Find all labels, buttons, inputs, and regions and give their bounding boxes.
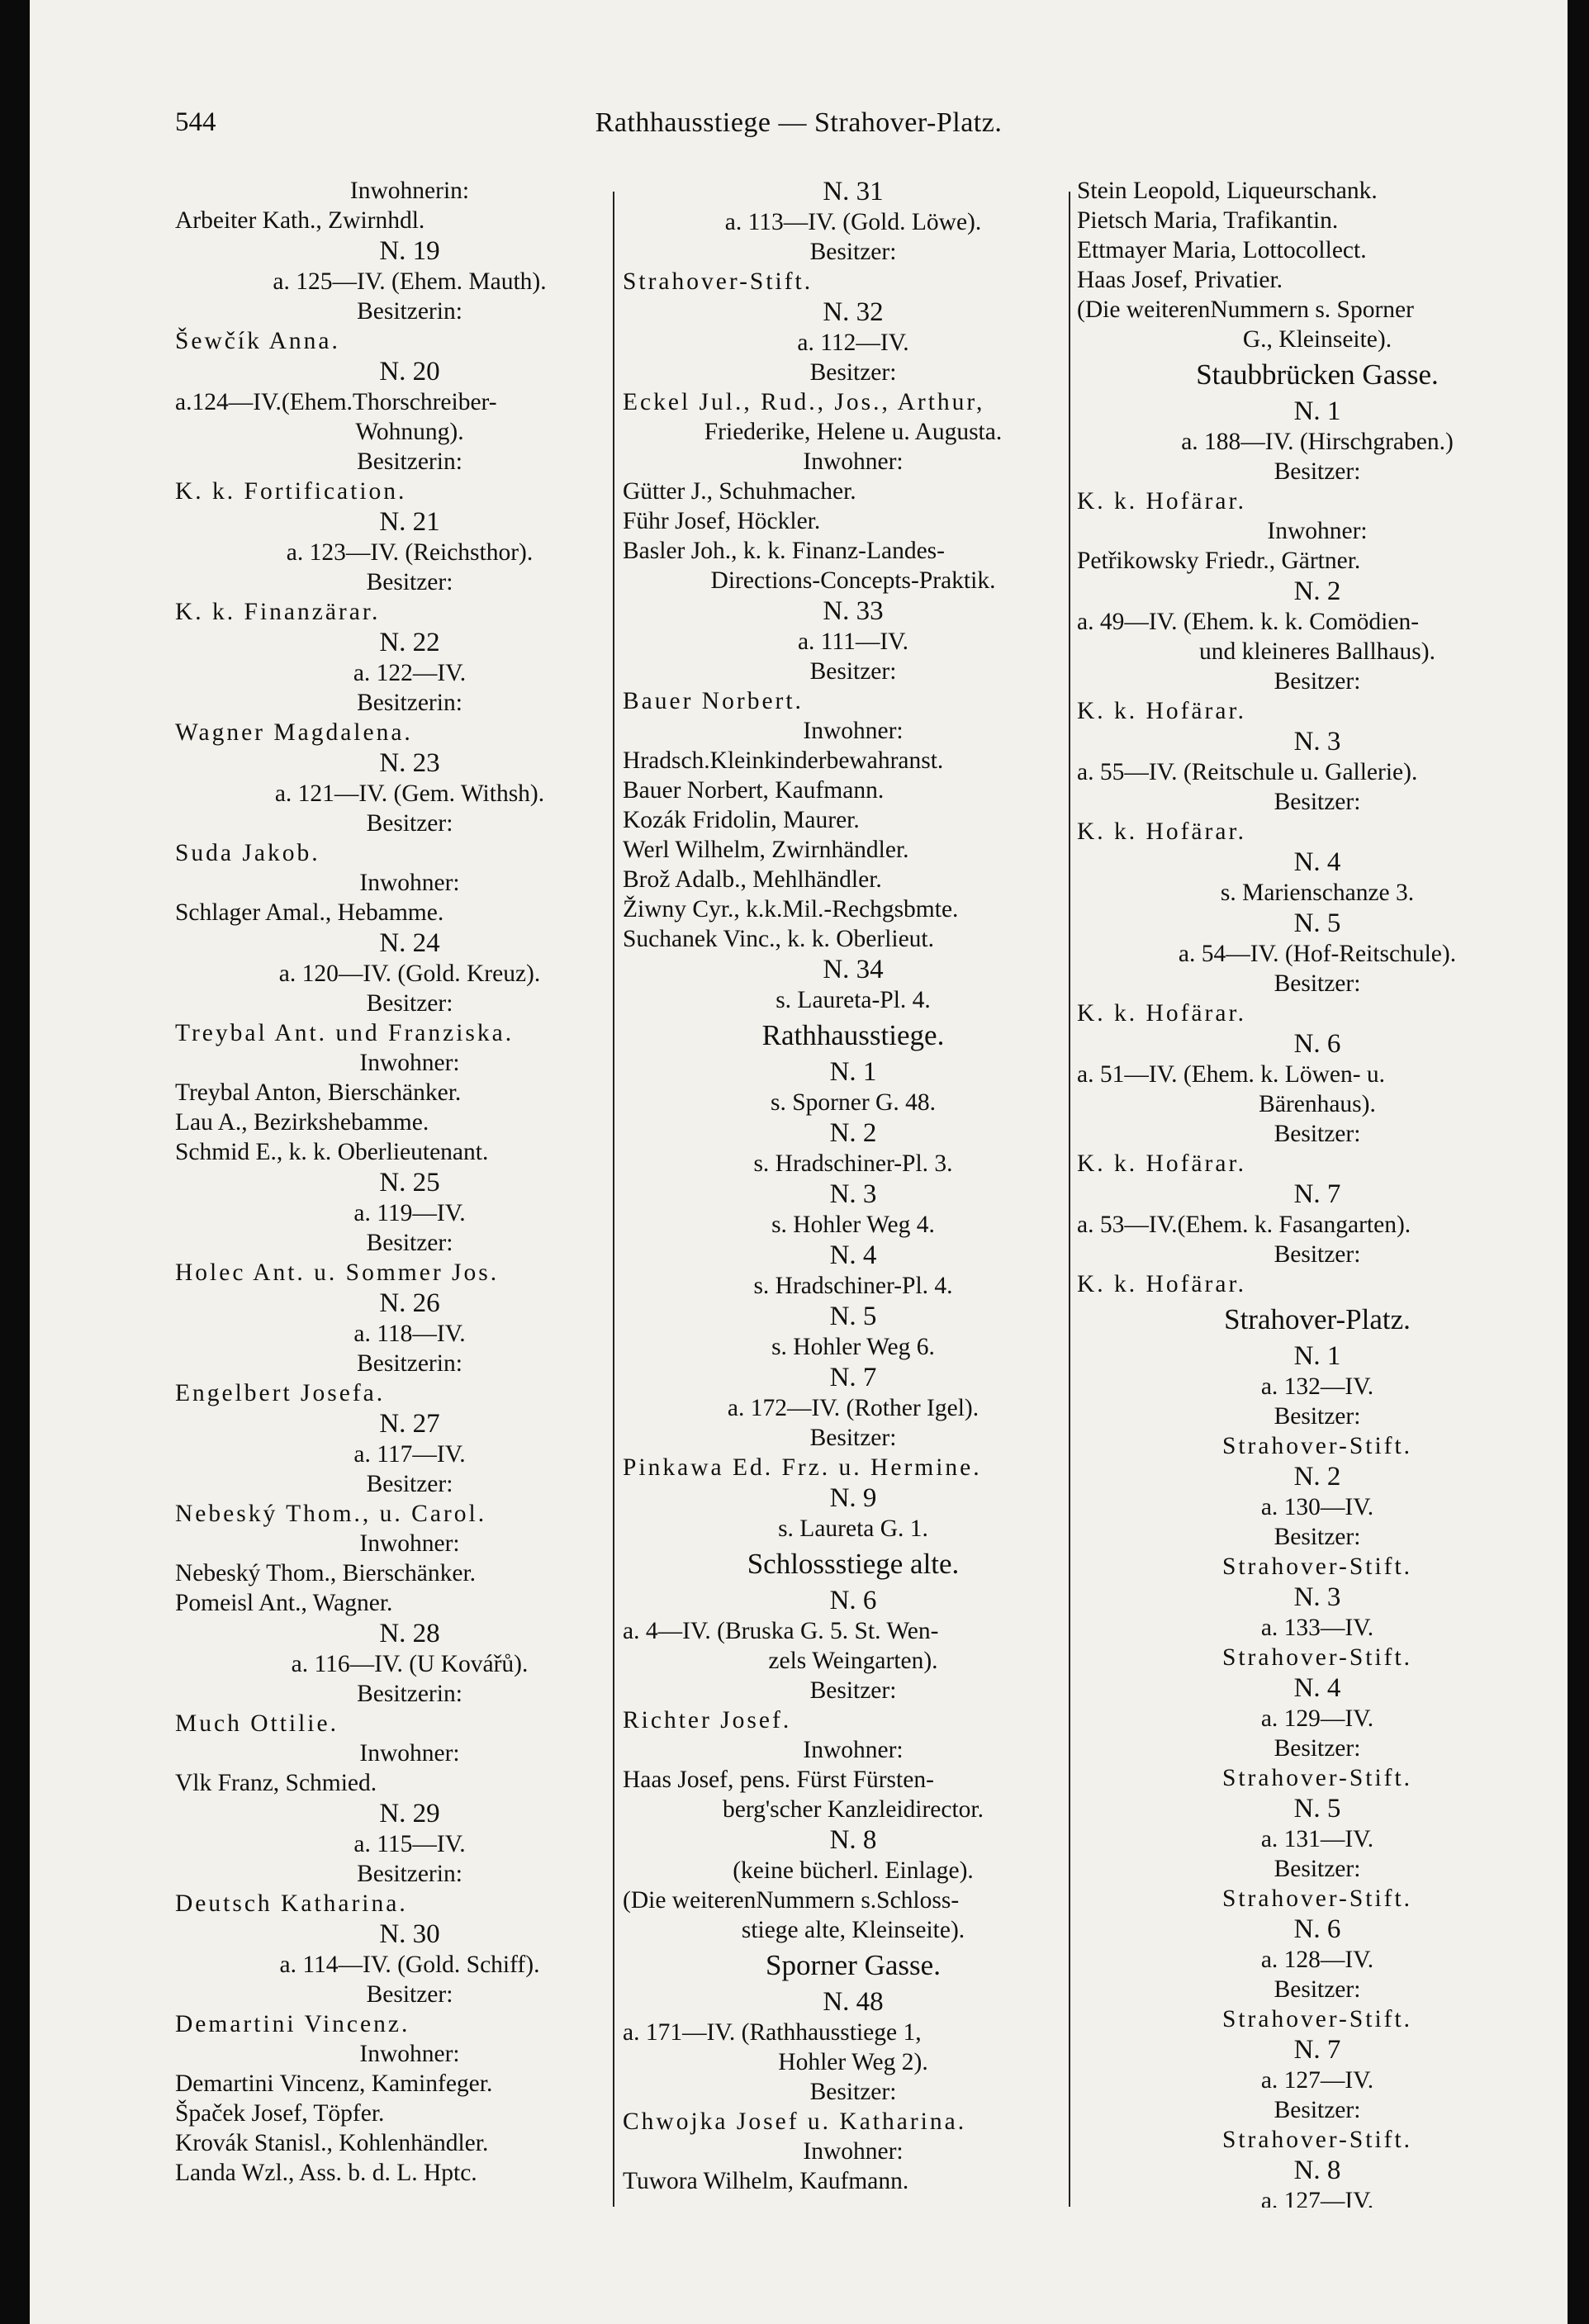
entry-line: Inwohner:	[1267, 518, 1368, 544]
house-number: N. 3	[1293, 727, 1341, 756]
page-number: 544	[175, 107, 216, 137]
house-number: N. 27	[379, 1409, 440, 1439]
house-number: N. 7	[829, 1363, 877, 1392]
entry-line: K. k. Hofärar.	[1077, 698, 1247, 724]
entry-line: Inwohner:	[803, 1737, 904, 1763]
entry-line: Besitzer:	[366, 569, 453, 595]
street-heading: Schlossstiege alte.	[747, 1548, 960, 1580]
house-number: N. 22	[379, 628, 440, 657]
entry-line: a. 114—IV. (Gold. Schiff).	[279, 1952, 540, 1978]
entry-line: a. 119—IV.	[353, 1200, 466, 1226]
entry-line: (Die weiterenNummern s. Sporner	[1077, 296, 1414, 323]
house-number: N. 21	[379, 507, 440, 537]
entry-line: Strahover-Stift.	[1221, 2006, 1413, 2032]
entry-line: a. 122—IV.	[353, 660, 467, 686]
entry-line: a. 53—IV.(Ehem. k. Fasangarten).	[1077, 1212, 1411, 1238]
entry-line: Nebeský Thom., Bierschänker.	[175, 1560, 477, 1586]
house-number: N. 3	[1293, 1582, 1341, 1612]
house-number: N. 7	[1293, 2035, 1341, 2065]
house-number: N. 4	[829, 1240, 877, 1270]
entry-line: Hohler Weg 2).	[778, 2049, 928, 2075]
entry-line: a. 54—IV. (Hof-Reitschule).	[1178, 941, 1457, 967]
entry-line: Werl Wilhelm, Zwirnhändler.	[623, 837, 909, 863]
entry-line: s. Sporner G. 48.	[771, 1089, 936, 1116]
entry-line: K. k. Hofärar.	[1077, 1271, 1247, 1297]
entry-line: a. 121—IV. (Gem. Withsh).	[274, 780, 545, 807]
house-number: N. 25	[379, 1168, 440, 1198]
entry-line: a. 49—IV. (Ehem. k. k. Comödien-	[1077, 609, 1420, 635]
entry-line: Gütter J., Schuhmacher.	[623, 478, 856, 505]
house-number: N. 8	[829, 1825, 877, 1855]
entry-line: K. k. Hofärar.	[1077, 1150, 1247, 1177]
entry-line: (Die weiterenNummern s.Schloss-	[623, 1887, 960, 1914]
entry-line: a. 127—IV.	[1260, 2188, 1374, 2208]
entry-line: a.124—IV.(Ehem.Thorschreiber-	[175, 389, 497, 415]
house-number: N. 30	[379, 1919, 440, 1949]
entry-line: berg'scher Kanzleidirector.	[722, 1796, 984, 1823]
column-right	[1077, 176, 1558, 2208]
page-header	[30, 107, 1568, 149]
entry-line: Inwohner:	[803, 448, 904, 475]
entry-line: Besitzer:	[1274, 789, 1361, 815]
entry-line: Besitzerin:	[357, 448, 462, 475]
entry-line: Vlk Franz, Schmied.	[175, 1770, 377, 1796]
entry-line: a. 188—IV. (Hirschgraben.)	[1181, 429, 1454, 455]
entry-line: Inwohner:	[803, 718, 904, 744]
house-number: N. 19	[379, 236, 440, 266]
entry-line: zels Weingarten).	[768, 1648, 938, 1674]
entry-line: Arbeiter Kath., Zwirnhdl.	[175, 207, 425, 234]
entry-line: a. 113—IV. (Gold. Löwe).	[724, 209, 982, 235]
entry-line: stiege alte, Kleinseite).	[741, 1917, 965, 1943]
entry-line: s. Hohler Weg 6.	[771, 1334, 935, 1360]
entry-line: Šewčík Anna.	[175, 328, 340, 354]
house-number: N. 5	[1293, 1794, 1341, 1824]
house-number: N. 2	[829, 1118, 877, 1148]
house-number: N. 3	[829, 1179, 877, 1209]
entry-line: a. 51—IV. (Ehem. k. Löwen- u.	[1077, 1061, 1386, 1088]
entry-line: Krovák Stanisl., Kohlenhändler.	[175, 2130, 489, 2156]
entry-line: Führ Josef, Höckler.	[623, 508, 821, 534]
entry-line: a. 115—IV.	[353, 1831, 466, 1857]
entry-line: a. 130—IV.	[1260, 1494, 1374, 1520]
entry-line: Strahover-Stift.	[1221, 2127, 1413, 2153]
house-number: N. 6	[829, 1586, 877, 1615]
entry-line: Schmid E., k. k. Oberlieutenant.	[175, 1139, 489, 1165]
house-number: N. 31	[823, 177, 884, 206]
entry-line: Holec Ant. u. Sommer Jos.	[175, 1259, 500, 1286]
house-number: N. 1	[829, 1057, 877, 1087]
entry-line: Inwohner:	[359, 1530, 460, 1557]
entry-line: a. 132—IV.	[1260, 1373, 1374, 1400]
entry-line: Deutsch Katharina.	[175, 1890, 408, 1917]
street-heading: Sporner Gasse.	[766, 1949, 941, 1981]
entry-line: Basler Joh., k. k. Finanz-Landes-	[623, 538, 945, 564]
house-number: N. 4	[1293, 1673, 1341, 1703]
entry-line: Pietsch Maria, Trafikantin.	[1077, 207, 1339, 234]
entry-line: Besitzer:	[366, 990, 453, 1017]
entry-line: a. 171—IV. (Rathhausstiege 1,	[623, 2019, 922, 2046]
entry-line: Haas Josef, Privatier.	[1077, 267, 1283, 293]
entry-line: K. k. Hofärar.	[1077, 488, 1247, 515]
house-number: N. 5	[1293, 908, 1341, 938]
house-number: N. 24	[379, 928, 440, 958]
house-number: N. 4	[1293, 847, 1341, 877]
entry-line: Besitzer:	[1274, 1403, 1361, 1430]
entry-line: Strahover-Stift.	[623, 268, 813, 295]
entry-line: Stein Leopold, Liqueurschank.	[1077, 178, 1378, 204]
entry-line: Besitzer:	[1274, 1241, 1361, 1268]
entry-line: a. 117—IV.	[353, 1441, 466, 1468]
entry-line: Schlager Amal., Hebamme.	[175, 899, 444, 926]
entry-line: Besitzer:	[1274, 1524, 1361, 1550]
entry-line: Besitzer:	[809, 1677, 897, 1704]
entry-line: Petřikowsky Friedr., Gärtner.	[1077, 548, 1361, 574]
entry-line: a. 127—IV.	[1260, 2067, 1374, 2094]
entry-line: Besitzer:	[809, 359, 897, 386]
entry-line: Besitzer:	[366, 1230, 453, 1256]
entry-line: Landa Wzl., Ass. b. d. L. Hptc.	[175, 2160, 477, 2186]
entry-line: Kozák Fridolin, Maurer.	[623, 807, 860, 833]
house-number: N. 33	[823, 596, 884, 626]
entry-line: Besitzer:	[1274, 1976, 1361, 2003]
entry-line: Bärenhaus).	[1259, 1091, 1376, 1117]
entry-line: a. 4—IV. (Bruska G. 5. St. Wen-	[623, 1618, 939, 1644]
entry-line: K. k. Hofärar.	[1077, 818, 1247, 845]
entry-line: Besitzer:	[809, 1425, 897, 1451]
entry-line: a. 172—IV. (Rother Igel).	[727, 1395, 979, 1421]
entry-line: Strahover-Stift.	[1221, 1765, 1413, 1791]
entry-line: Tuwora Wilhelm, Kaufmann.	[623, 2168, 909, 2194]
entry-line: Friederike, Helene u. Augusta.	[704, 419, 1003, 445]
entry-line: Haas Josef, pens. Fürst Fürsten-	[623, 1767, 934, 1793]
directory-page	[30, 0, 1568, 2324]
entry-line: a. 118—IV.	[353, 1321, 466, 1347]
entry-line: Inwohner:	[359, 1050, 460, 1076]
entry-line: Treybal Ant. und Franziska.	[175, 1020, 515, 1046]
entry-line: a. 131—IV.	[1260, 1826, 1374, 1852]
entry-line: Besitzer:	[1274, 1121, 1361, 1147]
entry-line: Strahover-Stift.	[1221, 1553, 1413, 1580]
entry-line: Bauer Norbert.	[623, 688, 804, 714]
house-number: N. 23	[379, 748, 440, 778]
entry-line: s. Hradschiner-Pl. 4.	[753, 1273, 953, 1299]
entry-line: Demartini Vincenz, Kaminfeger.	[175, 2070, 493, 2097]
entry-line: Strahover-Stift.	[1221, 1885, 1413, 1912]
entry-line: s. Laureta-Pl. 4.	[776, 987, 931, 1013]
entry-line: Suda Jakob.	[175, 840, 320, 866]
entry-line: s. Marienschanze 3.	[1220, 880, 1415, 906]
house-number: N. 28	[379, 1619, 440, 1648]
entry-line: Pinkawa Ed. Frz. u. Hermine.	[623, 1454, 982, 1481]
house-number: N. 1	[1293, 396, 1341, 426]
entry-line: Eckel Jul., Rud., Jos., Arthur,	[623, 389, 985, 415]
entry-line: Inwohner:	[359, 870, 460, 896]
entry-line: a. 128—IV.	[1260, 1947, 1374, 1973]
entry-line: Engelbert Josefa.	[175, 1380, 386, 1406]
house-number: N. 34	[823, 955, 884, 984]
entry-line: s. Hohler Weg 4.	[771, 1212, 935, 1238]
house-number: N. 8	[1293, 2156, 1341, 2185]
entry-line: Chwojka Josef u. Katharina.	[623, 2108, 967, 2135]
entry-line: Pomeisl Ant., Wagner.	[175, 1590, 393, 1616]
entry-line: Treybal Anton, Bierschänker.	[175, 1079, 462, 1106]
entry-line: Besitzerin:	[357, 1350, 462, 1377]
entry-line: (keine bücherl. Einlage).	[733, 1857, 974, 1884]
entry-line: a. 111—IV.	[797, 628, 909, 655]
entry-line: Wohnung).	[355, 419, 464, 445]
entry-line: a. 112—IV.	[797, 330, 909, 356]
entry-line: G., Kleinseite).	[1242, 326, 1392, 353]
entry-line: Inwohner:	[359, 2041, 460, 2067]
entry-line: Strahover-Stift.	[1221, 1644, 1413, 1671]
entry-line: Besitzer:	[366, 1981, 453, 2008]
entry-line: Besitzer:	[1274, 668, 1361, 695]
entry-line: Špaček Josef, Töpfer.	[175, 2100, 385, 2127]
house-number: N. 6	[1293, 1029, 1341, 1059]
street-heading: Staubbrücken Gasse.	[1196, 358, 1439, 391]
house-number: N. 9	[829, 1483, 877, 1513]
entry-line: Lau A., Bezirkshebamme.	[175, 1109, 429, 1136]
house-number: N. 26	[379, 1288, 440, 1318]
running-title: Rathhausstiege — Strahover-Platz.	[595, 107, 1003, 138]
entry-line: Besitzer:	[366, 1471, 453, 1497]
entry-line: Nebeský Thom., u. Carol.	[175, 1501, 487, 1527]
entry-line: Directions-Concepts-Praktik.	[710, 567, 996, 594]
entry-line: Besitzerin:	[357, 690, 462, 716]
entry-line: Besitzer:	[1274, 2097, 1361, 2123]
house-number: N. 7	[1293, 1179, 1341, 1209]
house-number: N. 2	[1293, 1462, 1341, 1492]
entry-line: Richter Josef.	[623, 1707, 792, 1734]
entry-line: a. 55—IV. (Reitschule u. Gallerie).	[1077, 759, 1418, 785]
house-number: N. 2	[1293, 576, 1341, 606]
house-number: N. 32	[823, 297, 884, 327]
house-number: N. 6	[1293, 1914, 1341, 1944]
entry-line: Besitzerin:	[357, 1861, 462, 1887]
house-number: N. 5	[829, 1302, 877, 1331]
entry-line: Besitzer:	[1274, 1735, 1361, 1762]
entry-line: Besitzerin:	[357, 1681, 462, 1707]
house-number: N. 1	[1293, 1341, 1341, 1371]
entry-line: Besitzer:	[809, 658, 897, 685]
entry-line: a. 129—IV.	[1260, 1705, 1374, 1732]
entry-line: Brož Adalb., Mehlhändler.	[623, 866, 882, 893]
entry-line: Strahover-Stift.	[1221, 1433, 1413, 1459]
entry-line: Besitzer:	[809, 239, 897, 265]
entry-line: K. k. Fortification.	[175, 478, 407, 505]
entry-line: a. 125—IV. (Ehem. Mauth).	[273, 268, 547, 295]
entry-line: Inwohner:	[359, 1740, 460, 1767]
entry-line: Ettmayer Maria, Lottocollect.	[1077, 237, 1367, 263]
column-middle	[623, 176, 1084, 2208]
entry-line: Much Ottilie.	[175, 1710, 339, 1737]
house-number: N. 29	[379, 1799, 440, 1828]
entry-line: Bauer Norbert, Kaufmann.	[623, 777, 885, 804]
entry-line: s. Laureta G. 1.	[778, 1515, 928, 1542]
entry-line: Besitzer:	[1274, 1856, 1361, 1882]
entry-line: a. 133—IV.	[1260, 1615, 1374, 1641]
house-number: N. 48	[823, 1987, 884, 2017]
entry-line: a. 123—IV. (Reichsthor).	[286, 539, 534, 566]
entry-line: Inwohner:	[803, 2138, 904, 2165]
entry-line: Besitzerin:	[357, 298, 462, 325]
entry-line: a. 116—IV. (U Kovářů).	[291, 1651, 529, 1677]
entry-line: Besitzer:	[809, 2079, 897, 2105]
entry-line: Suchanek Vinc., k. k. Oberlieut.	[623, 926, 935, 952]
entry-line: K. k. Hofärar.	[1077, 1000, 1247, 1027]
entry-line: K. k. Finanzärar.	[175, 599, 381, 625]
entry-line: Hradsch.Kleinkinderbewahranst.	[623, 747, 944, 774]
entry-line: a. 120—IV. (Gold. Kreuz).	[278, 960, 541, 987]
entry-line: Wagner Magdalena.	[175, 719, 413, 746]
entry-line: und kleineres Ballhaus).	[1199, 638, 1435, 665]
entry-line: Inwohnerin:	[349, 178, 470, 204]
column-left	[175, 176, 644, 2208]
street-heading: Strahover-Platz.	[1224, 1303, 1411, 1335]
entry-line: Demartini Vincenz.	[175, 2011, 410, 2037]
entry-line: Besitzer:	[1274, 458, 1361, 485]
entry-line: s. Hradschiner-Pl. 3.	[753, 1150, 953, 1177]
entry-line: Besitzer:	[366, 810, 453, 837]
house-number: N. 20	[379, 357, 440, 387]
street-heading: Rathhausstiege.	[761, 1019, 945, 1051]
entry-line: Besitzer:	[1274, 970, 1361, 997]
entry-line: Žiwny Cyr., k.k.Mil.-Rechgsbmte.	[623, 896, 959, 922]
